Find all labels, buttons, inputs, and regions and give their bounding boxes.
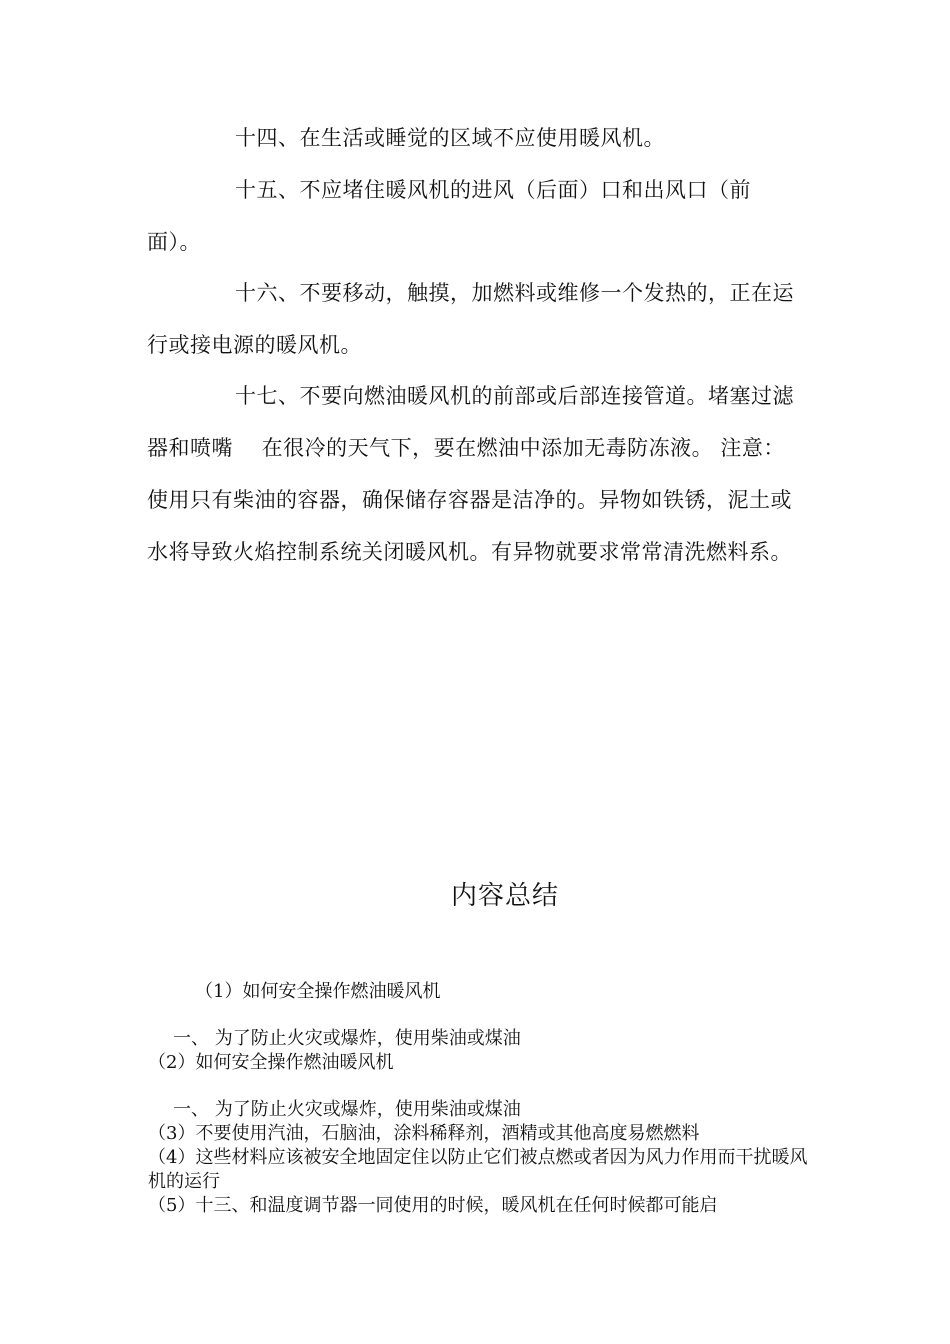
- summary-item-3: （3）不要使用汽油，石脑油，涂料稀释剂，酒精或其他高度易燃燃料: [148, 1123, 700, 1144]
- paragraph-14: 十四、在生活或睡觉的区域不应使用暖风机。: [235, 126, 665, 150]
- summary-title: 内容总结: [450, 881, 559, 911]
- paragraph-17: 十七、不要向燃油暖风机的前部或后部连接管道。堵塞过滤器和喷嘴 在很冷的天气下，要在燃油中添加无毒防冻液。 注意：使用只有柴油的容器，确保储存容器是洁净的。异物如铁锈，泥土或水将导致火焰控制系统关闭暖风机。有异物就要求常常清洗燃料系。: [147, 384, 794, 564]
- summary-item-1-detail: 一、 为了防止火灾或爆炸，使用柴油或煤油: [173, 1028, 521, 1049]
- paragraph-15: 十五、不应堵住暖风机的进风（后面）口和出风口（前面）。: [147, 178, 751, 254]
- summary-item-1: （1）如何安全操作燃油暖风机: [195, 981, 441, 1002]
- summary-item-2-detail: 一、 为了防止火灾或爆炸，使用柴油或煤油: [173, 1099, 521, 1120]
- paragraph-16: 十六、不要移动，触摸，加燃料或维修一个发热的，正在运行或接电源的暖风机。: [147, 281, 794, 357]
- summary-item-2: （2）如何安全操作燃油暖风机: [148, 1052, 394, 1073]
- summary-item-5: （5）十三、和温度调节器一同使用的时候，暖风机在任何时候都可能启: [148, 1195, 718, 1216]
- summary-item-4: （4）这些材料应该被安全地固定住以防止它们被点燃或者因为风力作用而干扰暖风机的运行: [148, 1147, 808, 1192]
